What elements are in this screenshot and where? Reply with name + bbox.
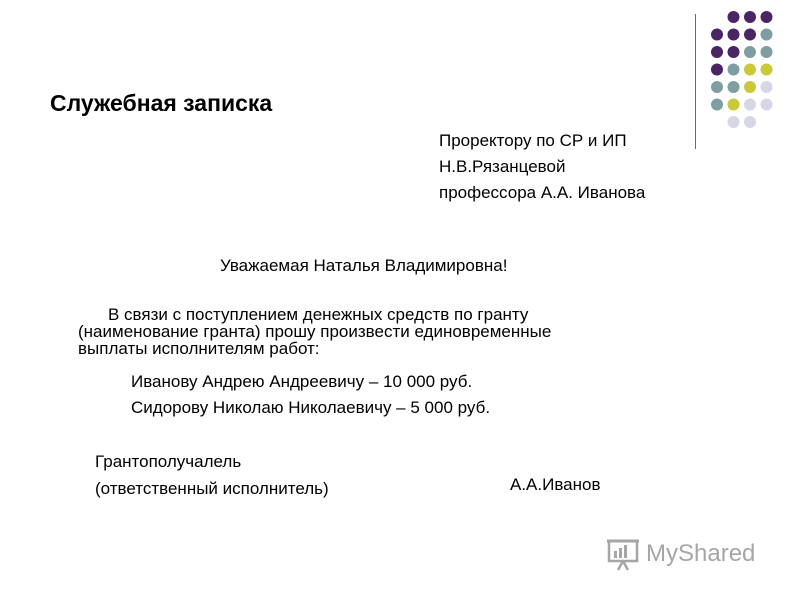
decorative-dot — [744, 46, 756, 58]
decorative-dot — [728, 11, 740, 23]
decorative-dot — [711, 64, 723, 76]
body-line: выплаты исполнителям работ: — [78, 339, 320, 358]
decorative-dot-grid — [700, 0, 800, 140]
decorative-dot — [761, 81, 773, 93]
memo-body — [78, 306, 551, 357]
memo-title: Служебная записка — [50, 90, 273, 116]
decorative-dot — [761, 11, 773, 23]
addressee-line: Проректору по СР и ИП — [439, 131, 627, 150]
decorative-dot — [761, 64, 773, 76]
decorative-dot — [744, 29, 756, 41]
payee-line: Иванову Андрею Андреевичу – 10 000 руб. — [131, 372, 473, 391]
decorative-dot — [744, 11, 756, 23]
decorative-dot — [711, 29, 723, 41]
decorative-dot — [744, 64, 756, 76]
watermark-text: MyShared — [646, 540, 756, 567]
decorative-dot — [728, 99, 740, 111]
decorative-dot — [711, 46, 723, 58]
signature-name: А.А.Иванов — [510, 475, 601, 494]
decorative-dot — [761, 99, 773, 111]
addressee-line: профессора А.А. Иванова — [439, 183, 646, 202]
decorative-dot — [728, 29, 740, 41]
decorative-dot — [744, 116, 756, 128]
grantee-line: Грантополучалель — [95, 452, 242, 471]
addressee-line: Н.В.Рязанцевой — [439, 157, 566, 176]
presentation-board-icon — [606, 536, 642, 572]
decorative-dot — [728, 81, 740, 93]
decorative-dot — [728, 116, 740, 128]
grantee-line: (ответственный исполнитель) — [95, 479, 329, 498]
decorative-dot — [728, 64, 740, 76]
decorative-dot — [728, 46, 740, 58]
addressee-block — [439, 128, 645, 206]
decorative-dot — [744, 81, 756, 93]
decorative-vertical-line — [695, 14, 696, 149]
body-line: В связи с поступлением денежных средств по гранту — [108, 305, 529, 324]
grantee-block — [95, 448, 329, 502]
decorative-dot — [761, 46, 773, 58]
decorative-dot — [711, 99, 723, 111]
watermark-logo — [606, 536, 755, 572]
salutation: Уважаемая Наталья Владимировна! — [220, 256, 508, 275]
decorative-dot — [744, 99, 756, 111]
payee-line: Сидорову Николаю Николаевичу – 5 000 руб. — [131, 398, 491, 417]
body-line: (наименование гранта) прошу произвести единовременные — [78, 322, 552, 341]
decorative-dot — [711, 81, 723, 93]
decorative-dot — [761, 29, 773, 41]
